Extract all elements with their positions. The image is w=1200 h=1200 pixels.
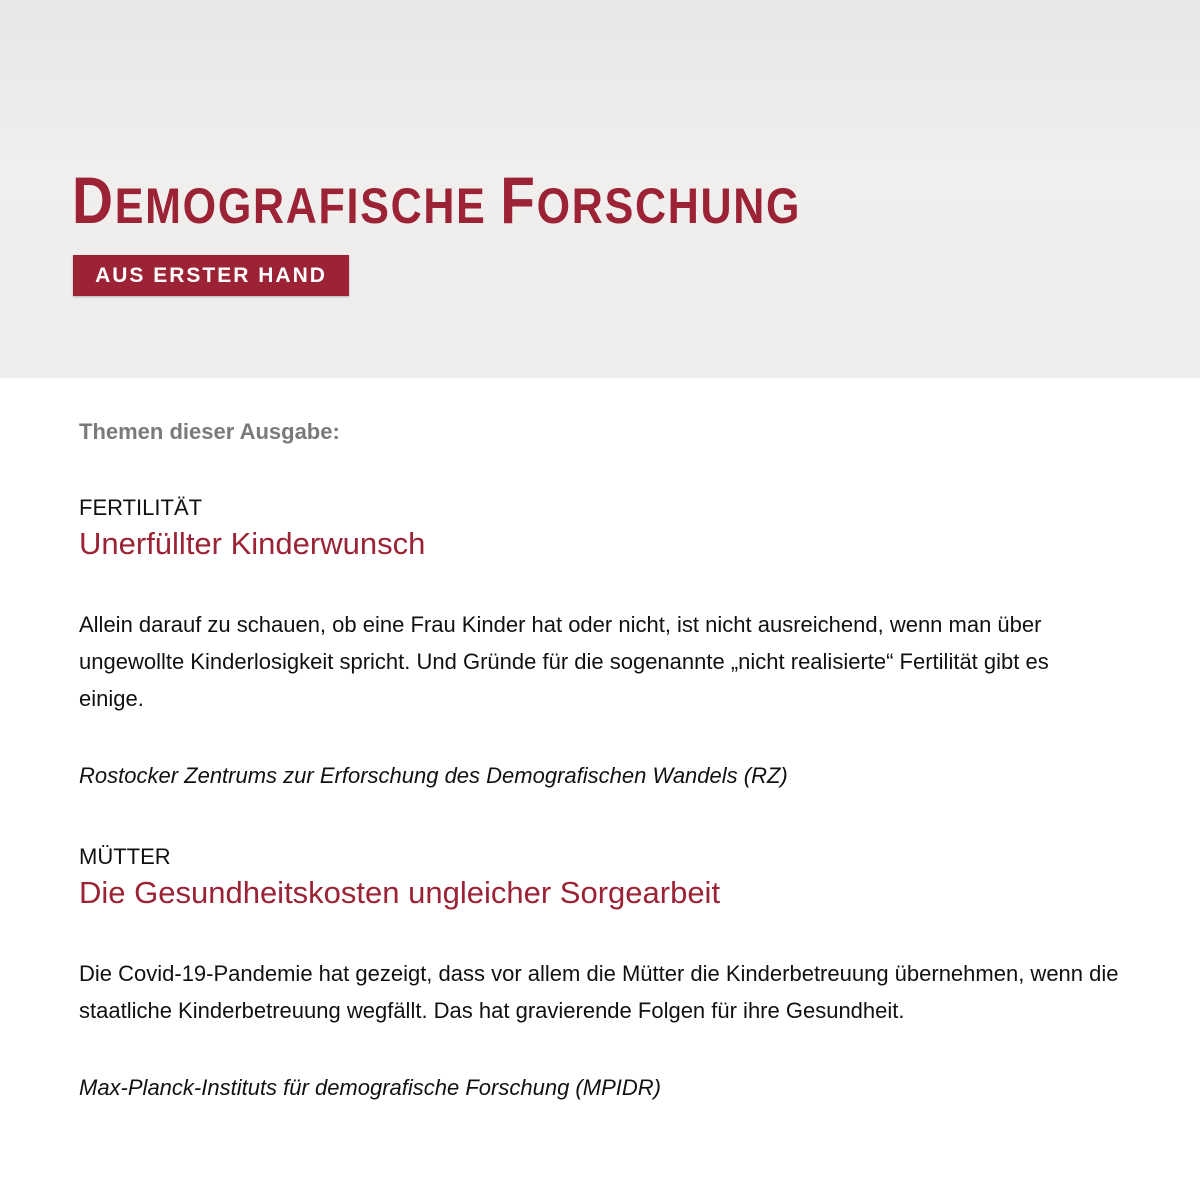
title-initial-d: D xyxy=(72,163,115,237)
article-headline-link[interactable]: Unerfüllter Kinderwunsch xyxy=(79,526,426,561)
newsletter-title xyxy=(72,160,801,246)
article-source: Max-Planck-Instituts für demografische Forschung (MPIDR) xyxy=(79,1075,661,1100)
article-headline-link[interactable]: Die Gesundheitskosten ungleicher Sorgearbeit xyxy=(79,875,721,910)
article-category: FERTILITÄT xyxy=(79,495,203,520)
article-teaser: Allein darauf zu schauen, ob eine Frau Kinder hat oder nicht, ist nicht ausreichend, wenn man über ungewollte Kinderlosigkeit spricht. Und Gründe für die sogenannte „nicht realisierte“ Fertilität gibt es einige. xyxy=(79,612,1049,711)
newsletter-content xyxy=(79,414,1119,1153)
article-fertility xyxy=(79,492,1119,793)
article-source: Rostocker Zentrums zur Erforschung des Demografischen Wandels (RZ) xyxy=(79,763,788,788)
issue-topics-intro: Themen dieser Ausgabe: xyxy=(79,419,340,444)
article-category: MÜTTER xyxy=(79,844,171,869)
title-word-1: EMOGRAFISCHE xyxy=(114,178,487,234)
article-mothers xyxy=(79,841,1119,1105)
newsletter-header xyxy=(0,0,1200,378)
article-teaser: Die Covid-19-Pandemie hat gezeigt, dass vor allem die Mütter die Kinderbetreuung übernehmen, wenn die staatliche Kinderbetreuung wegfällt. Das hat gravierende Folgen für ihre Gesundheit. xyxy=(79,961,1119,1023)
title-word-2: ORSCHUNG xyxy=(536,178,802,234)
title-initial-f: F xyxy=(500,163,537,237)
newsletter-subtitle-badge: AUS ERSTER HAND xyxy=(73,255,349,296)
